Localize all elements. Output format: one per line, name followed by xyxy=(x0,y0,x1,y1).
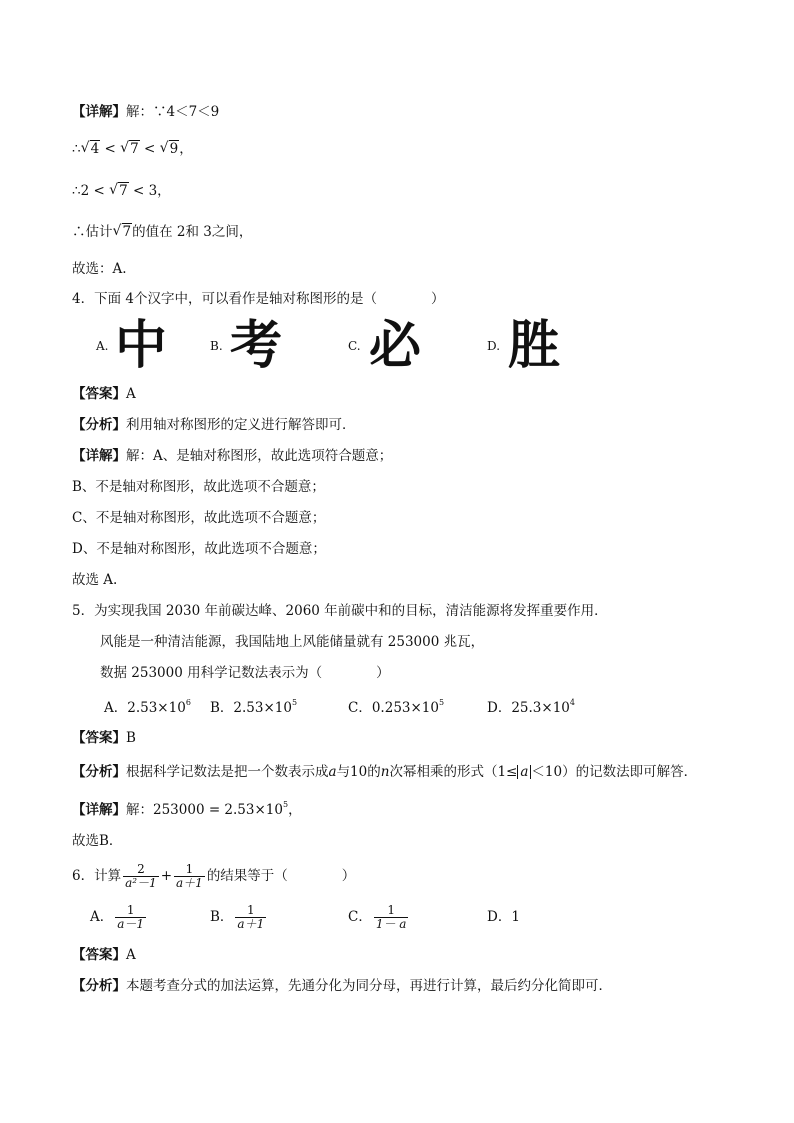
comma: ， xyxy=(179,141,193,157)
answer-value: A xyxy=(126,947,136,963)
radicand: 7 xyxy=(130,141,139,157)
less-than: < xyxy=(100,141,121,157)
answer-label: 【答案】 xyxy=(72,386,126,402)
q5-line3: 数据 253000 用科学记数法表示为（ ） xyxy=(100,665,390,681)
q4-option-a-label: A. xyxy=(96,339,109,353)
detail-label: 【详解】 xyxy=(72,448,126,464)
fraction xyxy=(174,863,205,890)
fraction xyxy=(374,904,409,931)
option-base: 25.3×10 xyxy=(511,700,570,716)
absolute-value: a xyxy=(517,765,531,779)
option-exponent: 4 xyxy=(569,698,575,707)
less-than: < xyxy=(139,141,160,157)
q3-detail-line1 xyxy=(72,103,219,121)
analysis-text: 根据科学记数法是把一个数表示成 xyxy=(126,764,329,780)
estimate-suffix: 的值在 2和 3之间， xyxy=(132,224,253,240)
analysis-label: 【分析】 xyxy=(72,764,126,780)
q6-question xyxy=(72,858,355,894)
sqrt-expression xyxy=(109,182,129,200)
q5-line2: 风能是一种清洁能源，我国陆地上风能储量就有 253000 兆瓦， xyxy=(100,634,485,650)
option-label: D． xyxy=(487,909,512,925)
numerator: 1 xyxy=(247,903,255,917)
analysis-text: 利用轴对称图形的定义进行解答即可． xyxy=(126,417,356,433)
option-exponent: 5 xyxy=(291,698,298,707)
q4-option-d-char: 胜 xyxy=(508,316,561,376)
numerator: 1 xyxy=(126,903,135,917)
answer-value: B xyxy=(126,730,136,746)
denominator: a²－1 xyxy=(125,876,157,890)
q5-option-c xyxy=(348,696,444,716)
denominator: a－1 xyxy=(117,917,145,931)
option-base: 0.253×10 xyxy=(371,700,439,716)
option-exponent: 6 xyxy=(185,698,191,707)
q4-question: 4．下面 4个汉字中，可以看作是轴对称图形的是（ ） xyxy=(72,291,445,307)
option-base: 2.53×10 xyxy=(127,700,186,716)
numerator: 2 xyxy=(137,862,145,876)
answer-label: 【答案】 xyxy=(72,947,126,963)
q6-answer xyxy=(72,946,136,964)
option-label: A． xyxy=(90,909,114,925)
question-suffix: 的结果等于（ ） xyxy=(206,868,356,884)
q4-answer xyxy=(72,385,136,403)
analysis-text: 与10的 xyxy=(336,764,381,780)
detail-exponent: 5 xyxy=(282,800,289,809)
detail-text: 解：∵4＜7＜9 xyxy=(126,104,220,120)
q4-detail xyxy=(72,447,392,465)
expression-suffix: < 3， xyxy=(128,183,171,199)
plus-sign: + xyxy=(160,868,173,884)
q4-option-b-label: B. xyxy=(210,339,223,353)
q6-option-a xyxy=(90,900,148,934)
option-value: 1 xyxy=(511,909,520,925)
option-label: C． xyxy=(348,909,372,925)
variable-a: a xyxy=(328,764,337,780)
analysis-text: 本题考查分式的加法运算，先通分化为同分母，再进行计算，最后约分化简即可． xyxy=(126,978,612,994)
answer-value: A xyxy=(126,386,136,402)
analysis-text: 次幂相乘的形式（1≤ xyxy=(389,764,518,780)
numerator: 1 xyxy=(185,862,194,876)
detail-label: 【详解】 xyxy=(72,802,126,818)
denominator: a＋1 xyxy=(176,876,203,890)
q3-detail-line4 xyxy=(72,223,252,241)
analysis-label: 【分析】 xyxy=(72,978,126,994)
sqrt-expression xyxy=(160,140,180,158)
q6-option-d xyxy=(487,900,520,934)
q4-detail-b: B、不是轴对称图形，故此选项不合题意； xyxy=(72,479,325,495)
variable-n: n xyxy=(380,764,390,780)
answer-label: 【答案】 xyxy=(72,730,126,746)
q6-analysis xyxy=(72,977,612,995)
option-label: A． xyxy=(104,700,128,716)
q6-option-c xyxy=(348,900,410,934)
option-label: B． xyxy=(210,700,234,716)
q4-option-d-label: D. xyxy=(487,339,501,353)
detail-label: 【详解】 xyxy=(72,104,126,120)
q6-option-b xyxy=(210,900,268,934)
q3-detail-line2 xyxy=(72,140,193,158)
fraction xyxy=(115,904,146,931)
expression-prefix: ∴2 < xyxy=(72,183,110,199)
sqrt-expression xyxy=(81,140,101,158)
q4-analysis xyxy=(72,416,356,434)
q4-choose: 故选 A. xyxy=(72,572,118,588)
option-base: 2.53×10 xyxy=(233,700,292,716)
q4-option-c-char: 必 xyxy=(369,316,422,376)
q4-option-b-char: 考 xyxy=(230,316,283,376)
radicand: 4 xyxy=(90,141,100,157)
denominator: 1－ a xyxy=(375,917,407,931)
q4-detail-c: C、不是轴对称图形，故此选项不合题意； xyxy=(72,510,326,526)
q5-option-b xyxy=(210,696,297,716)
q4-option-c-label: C. xyxy=(348,339,361,353)
option-label: B． xyxy=(210,909,234,925)
question-prefix: 6．计算 xyxy=(72,868,122,884)
analysis-text: ＜10）的记数法即可解答． xyxy=(531,764,698,780)
q5-choose: 故选B． xyxy=(72,833,123,849)
q3-choose: 故选：A. xyxy=(72,261,127,277)
detail-text: 解：253000 = 2.53×10 xyxy=(126,802,283,818)
detail-text: 解：A、是轴对称图形，故此选项符合题意； xyxy=(126,448,393,464)
fraction xyxy=(235,904,266,931)
q5-option-a xyxy=(104,696,191,716)
fraction xyxy=(123,863,159,890)
therefore-symbol: ∴ xyxy=(72,141,81,157)
q5-answer xyxy=(72,729,136,747)
denominator: a＋1 xyxy=(237,917,265,931)
option-label: C． xyxy=(348,700,372,716)
q4-detail-d: D、不是轴对称图形，故此选项不合题意； xyxy=(72,541,326,557)
radicand: 7 xyxy=(119,183,128,199)
q3-detail-line3 xyxy=(72,182,171,200)
sqrt-expression xyxy=(120,140,140,158)
comma: ， xyxy=(288,802,302,818)
option-exponent: 5 xyxy=(438,698,445,707)
sqrt-expression xyxy=(113,223,133,241)
estimate-prefix: ∴估计 xyxy=(72,224,113,240)
q5-detail xyxy=(72,801,302,819)
option-label: D． xyxy=(487,700,512,716)
q4-option-a-char: 中 xyxy=(115,316,168,376)
q5-analysis xyxy=(72,763,697,781)
analysis-label: 【分析】 xyxy=(72,417,126,433)
q5-question: 5．为实现我国 2030 年前碳达峰、2060 年前碳中和的目标，清洁能源将发挥重要作用． xyxy=(72,603,608,619)
numerator: 1 xyxy=(387,903,395,917)
radicand: 9 xyxy=(169,141,179,157)
radicand: 7 xyxy=(122,224,132,240)
q5-option-d xyxy=(487,696,575,716)
